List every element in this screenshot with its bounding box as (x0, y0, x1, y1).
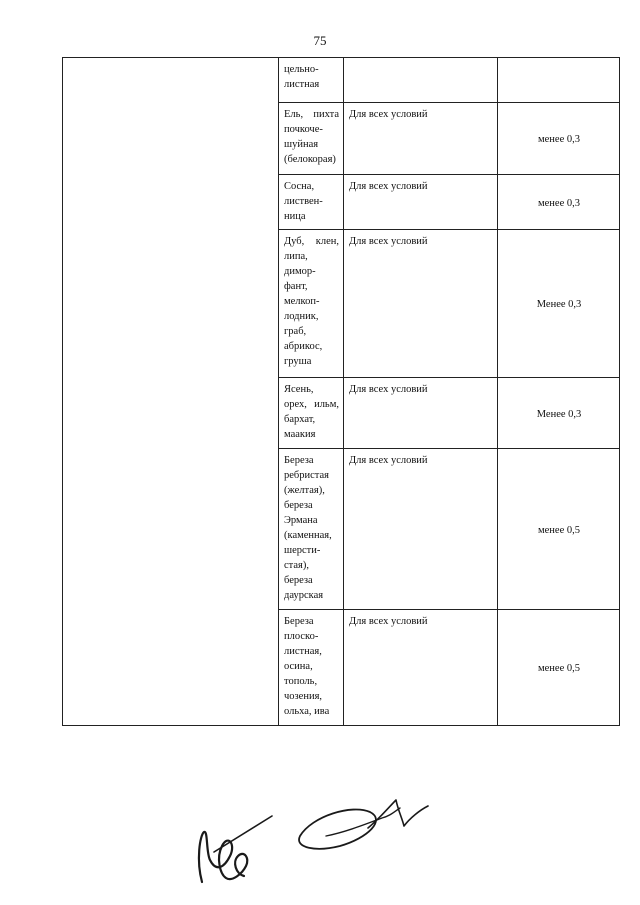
species-line: граб, (284, 326, 307, 337)
condition-cell: Для всех условий (344, 449, 498, 610)
species-cell (279, 103, 344, 175)
species-line: даурская (284, 590, 324, 601)
condition-cell: Для всех условий (344, 230, 498, 378)
species-line: груша (284, 356, 312, 367)
species-cell (279, 610, 344, 726)
species-line: лодник, (284, 311, 319, 322)
species-line: димор- (284, 266, 316, 277)
value-cell: Менее 0,3 (498, 230, 620, 378)
signature-stroke (199, 832, 247, 882)
signature-stroke (214, 816, 272, 852)
value-cell: менее 0,3 (498, 103, 620, 175)
species-line: листвен- (284, 196, 323, 207)
species-line: осина, (284, 661, 313, 672)
empty-column-cell (63, 58, 279, 726)
species-cell (279, 449, 344, 610)
species-cell (279, 230, 344, 378)
species-line: (каменная, (284, 530, 332, 541)
species-line: ница (284, 211, 306, 222)
species-cell (279, 378, 344, 449)
condition-cell (344, 58, 498, 103)
species-line: береза (284, 575, 313, 586)
condition-cell: Для всех условий (344, 610, 498, 726)
species-line: маакия (284, 429, 316, 440)
species-line: Сосна, (284, 181, 315, 192)
condition-cell: Для всех условий (344, 175, 498, 230)
value-cell: менее 0,5 (498, 610, 620, 726)
species-line: Ель, пихта (284, 109, 339, 120)
signature-stroke (299, 809, 376, 848)
species-line: бархат, (284, 414, 316, 425)
species-line: Ясень, (284, 384, 314, 395)
species-line: шерсти- (284, 545, 321, 556)
species-line: плоско- (284, 631, 319, 642)
species-line: листная, (284, 646, 322, 657)
species-line: мелкоп- (284, 296, 320, 307)
species-line: тополь, (284, 676, 318, 687)
table-row (63, 58, 620, 103)
species-line: Береза (284, 455, 314, 466)
value-cell: Менее 0,3 (498, 378, 620, 449)
value-cell (498, 58, 620, 103)
condition-cell: Для всех условий (344, 378, 498, 449)
species-line: береза (284, 500, 313, 511)
species-table (62, 57, 620, 726)
species-line: абрикос, (284, 341, 323, 352)
species-line: чозения, (284, 691, 323, 702)
page-number: 75 (313, 33, 327, 48)
species-line: Эрмана (284, 515, 318, 526)
species-line: фант, (284, 281, 308, 292)
value-cell: менее 0,5 (498, 449, 620, 610)
species-line: липа, (284, 251, 308, 262)
species-line: почкоче- (284, 124, 323, 135)
species-line: Береза (284, 616, 314, 627)
species-line: шуйная (284, 139, 319, 150)
signature-graphic (190, 790, 440, 890)
species-cell (279, 175, 344, 230)
signature-stroke (368, 800, 428, 828)
species-line: (белокорая) (284, 154, 336, 165)
species-line: цельно- (284, 64, 319, 75)
value-cell: менее 0,3 (498, 175, 620, 230)
species-line: Дуб, клен, (284, 236, 339, 247)
species-line: (желтая), (284, 485, 325, 496)
species-line: листная (284, 79, 320, 90)
species-line: стая), (284, 560, 309, 571)
condition-cell: Для всех условий (344, 103, 498, 175)
species-line: орех, ильм, (284, 399, 339, 410)
species-line: ольха, ива (284, 706, 330, 717)
species-line: ребристая (284, 470, 329, 481)
species-cell (279, 58, 344, 103)
